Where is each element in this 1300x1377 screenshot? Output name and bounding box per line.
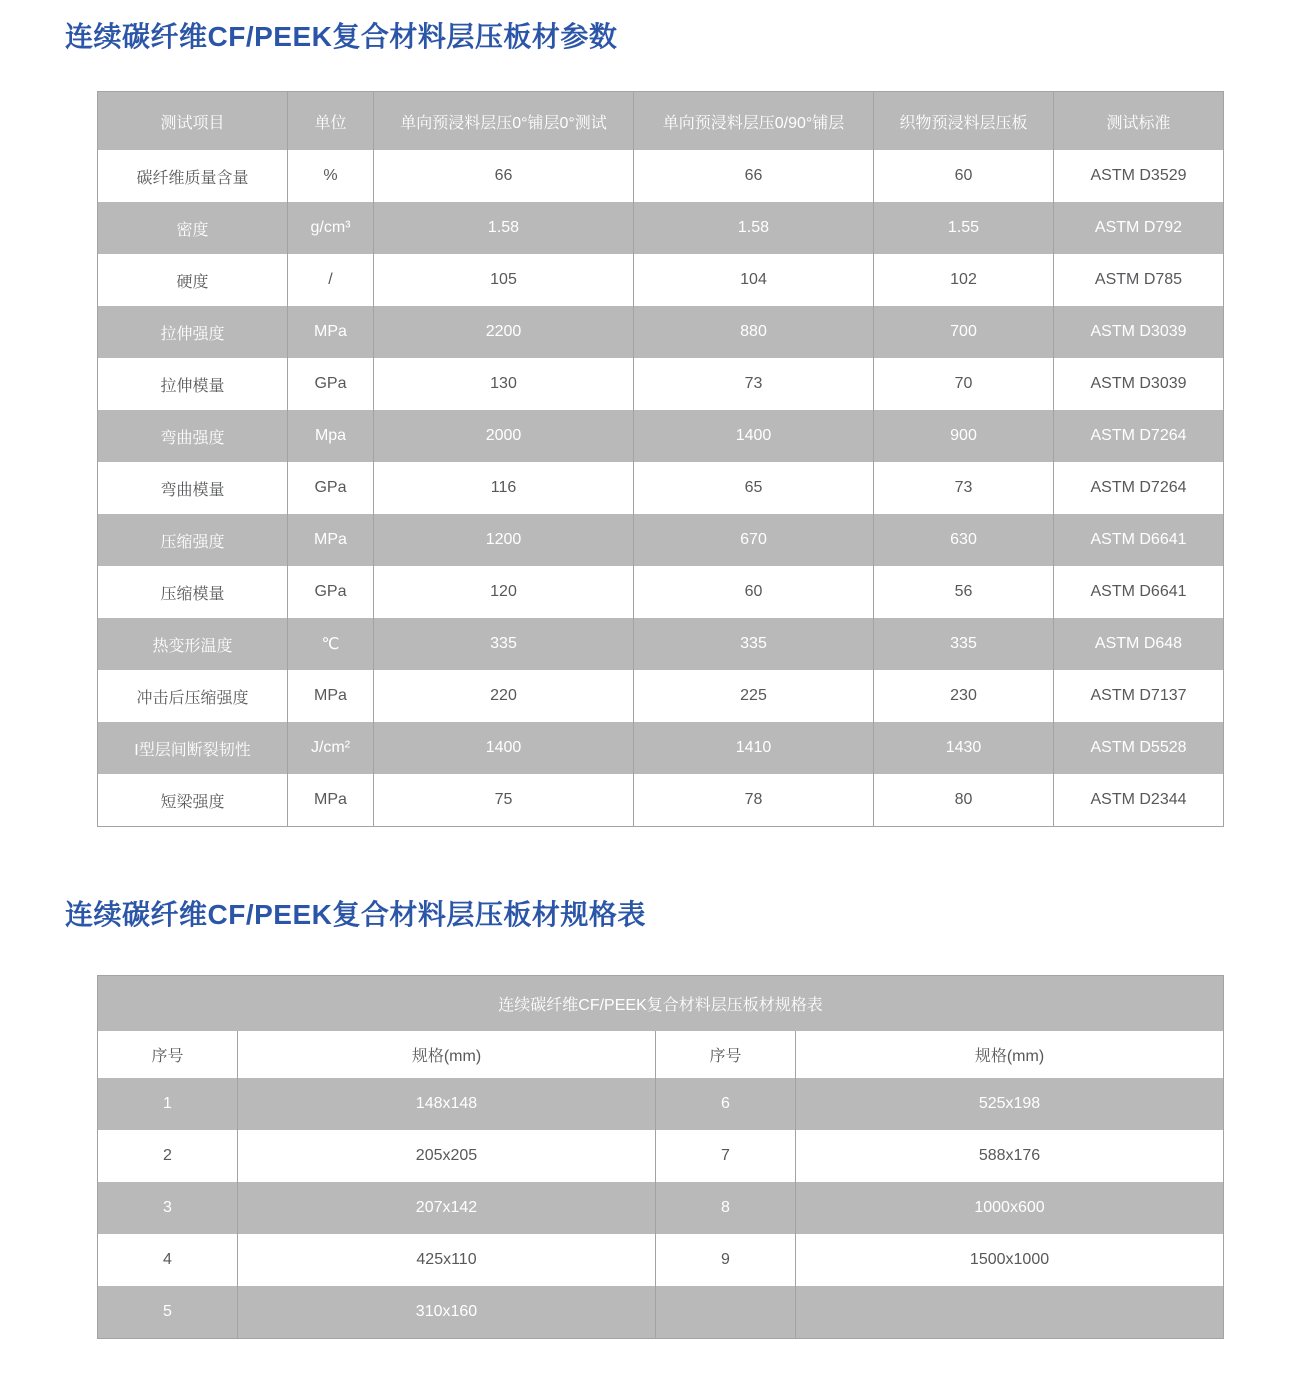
params-cell: 短梁强度 bbox=[98, 774, 288, 827]
params-cell: MPa bbox=[288, 670, 374, 722]
specs-cell: 9 bbox=[656, 1234, 796, 1286]
params-cell: ASTM D7264 bbox=[1054, 462, 1224, 514]
params-row bbox=[98, 410, 1224, 462]
specs-row bbox=[98, 1286, 1224, 1339]
params-row bbox=[98, 722, 1224, 774]
params-cell: 冲击后压缩强度 bbox=[98, 670, 288, 722]
params-cell: 335 bbox=[374, 618, 634, 670]
params-cell: 1.58 bbox=[634, 202, 874, 254]
params-cell: 1.55 bbox=[874, 202, 1054, 254]
params-cell: J/cm² bbox=[288, 722, 374, 774]
specs-header-row bbox=[98, 1031, 1224, 1078]
specs-cell: 207x142 bbox=[238, 1182, 656, 1234]
params-cell: GPa bbox=[288, 462, 374, 514]
params-cell: ASTM D7137 bbox=[1054, 670, 1224, 722]
params-cell: 56 bbox=[874, 566, 1054, 618]
params-cell: 1200 bbox=[374, 514, 634, 566]
params-cell: 670 bbox=[634, 514, 874, 566]
params-cell: 碳纤维质量含量 bbox=[98, 150, 288, 202]
params-cell: 75 bbox=[374, 774, 634, 827]
specs-caption-row bbox=[98, 976, 1224, 1032]
params-cell: ℃ bbox=[288, 618, 374, 670]
params-cell: ASTM D6641 bbox=[1054, 514, 1224, 566]
specs-row bbox=[98, 1234, 1224, 1286]
params-cell: 335 bbox=[634, 618, 874, 670]
params-cell: 230 bbox=[874, 670, 1054, 722]
specs-cell bbox=[796, 1286, 1224, 1339]
params-cell: 220 bbox=[374, 670, 634, 722]
params-cell: ASTM D6641 bbox=[1054, 566, 1224, 618]
params-row bbox=[98, 202, 1224, 254]
params-cell: % bbox=[288, 150, 374, 202]
params-cell: Mpa bbox=[288, 410, 374, 462]
params-cell: 900 bbox=[874, 410, 1054, 462]
params-cell: 密度 bbox=[98, 202, 288, 254]
specs-cell: 4 bbox=[98, 1234, 238, 1286]
specs-table bbox=[97, 975, 1224, 1339]
params-cell: 热变形温度 bbox=[98, 618, 288, 670]
specs-cell: 205x205 bbox=[238, 1130, 656, 1182]
specs-cell: 1 bbox=[98, 1078, 238, 1130]
params-cell: 130 bbox=[374, 358, 634, 410]
params-cell: 压缩模量 bbox=[98, 566, 288, 618]
params-row bbox=[98, 358, 1224, 410]
params-cell: 700 bbox=[874, 306, 1054, 358]
params-cell: ASTM D785 bbox=[1054, 254, 1224, 306]
params-cell: 335 bbox=[874, 618, 1054, 670]
specs-column-header: 序号 bbox=[98, 1031, 238, 1078]
params-table bbox=[97, 91, 1224, 827]
params-cell: 630 bbox=[874, 514, 1054, 566]
params-cell: 拉伸模量 bbox=[98, 358, 288, 410]
params-cell: 104 bbox=[634, 254, 874, 306]
params-section-title: 连续碳纤维CF/PEEK复合材料层压板材参数 bbox=[65, 21, 618, 52]
params-header-row bbox=[98, 92, 1224, 151]
specs-column-header: 规格(mm) bbox=[238, 1031, 656, 1078]
params-column-header: 测试标准 bbox=[1054, 92, 1224, 151]
specs-row bbox=[98, 1182, 1224, 1234]
params-cell: 70 bbox=[874, 358, 1054, 410]
specs-cell: 525x198 bbox=[796, 1078, 1224, 1130]
params-cell: g/cm³ bbox=[288, 202, 374, 254]
params-cell: 弯曲强度 bbox=[98, 410, 288, 462]
params-cell: 1400 bbox=[374, 722, 634, 774]
specs-cell: 148x148 bbox=[238, 1078, 656, 1130]
params-cell: 硬度 bbox=[98, 254, 288, 306]
params-cell: ASTM D2344 bbox=[1054, 774, 1224, 827]
params-row bbox=[98, 618, 1224, 670]
params-cell: 225 bbox=[634, 670, 874, 722]
params-cell: 66 bbox=[374, 150, 634, 202]
params-cell: MPa bbox=[288, 306, 374, 358]
specs-cell: 8 bbox=[656, 1182, 796, 1234]
params-cell: 116 bbox=[374, 462, 634, 514]
params-cell: 65 bbox=[634, 462, 874, 514]
params-cell: 60 bbox=[874, 150, 1054, 202]
params-cell: ASTM D3529 bbox=[1054, 150, 1224, 202]
specs-cell bbox=[656, 1286, 796, 1339]
params-cell: 66 bbox=[634, 150, 874, 202]
specs-table-body bbox=[98, 1078, 1224, 1339]
specs-cell: 1500x1000 bbox=[796, 1234, 1224, 1286]
specs-cell: 425x110 bbox=[238, 1234, 656, 1286]
params-cell: GPa bbox=[288, 566, 374, 618]
params-cell: GPa bbox=[288, 358, 374, 410]
specs-row bbox=[98, 1078, 1224, 1130]
params-cell: 120 bbox=[374, 566, 634, 618]
params-cell: MPa bbox=[288, 514, 374, 566]
params-column-header: 单向预浸料层压0/90°铺层 bbox=[634, 92, 874, 151]
params-column-header: 单位 bbox=[288, 92, 374, 151]
params-cell: 73 bbox=[634, 358, 874, 410]
params-cell: 压缩强度 bbox=[98, 514, 288, 566]
params-cell: 105 bbox=[374, 254, 634, 306]
specs-cell: 6 bbox=[656, 1078, 796, 1130]
params-cell: ASTM D648 bbox=[1054, 618, 1224, 670]
params-row bbox=[98, 462, 1224, 514]
specs-cell: 2 bbox=[98, 1130, 238, 1182]
specs-cell: 5 bbox=[98, 1286, 238, 1339]
params-row bbox=[98, 514, 1224, 566]
params-column-header: 单向预浸料层压0°铺层0°测试 bbox=[374, 92, 634, 151]
params-cell: 拉伸强度 bbox=[98, 306, 288, 358]
params-row bbox=[98, 670, 1224, 722]
specs-cell: 1000x600 bbox=[796, 1182, 1224, 1234]
params-cell: 弯曲模量 bbox=[98, 462, 288, 514]
specs-column-header: 规格(mm) bbox=[796, 1031, 1224, 1078]
params-table-body bbox=[98, 150, 1224, 827]
specs-cell: 310x160 bbox=[238, 1286, 656, 1339]
params-cell: 78 bbox=[634, 774, 874, 827]
specs-cell: 7 bbox=[656, 1130, 796, 1182]
params-cell: 880 bbox=[634, 306, 874, 358]
specs-table-caption: 连续碳纤维CF/PEEK复合材料层压板材规格表 bbox=[98, 976, 1224, 1032]
specs-section-title: 连续碳纤维CF/PEEK复合材料层压板材规格表 bbox=[65, 899, 646, 930]
params-row bbox=[98, 774, 1224, 827]
params-cell: ASTM D7264 bbox=[1054, 410, 1224, 462]
specs-cell: 588x176 bbox=[796, 1130, 1224, 1182]
params-row bbox=[98, 150, 1224, 202]
params-cell: 1430 bbox=[874, 722, 1054, 774]
params-cell: 2200 bbox=[374, 306, 634, 358]
params-cell: ASTM D3039 bbox=[1054, 306, 1224, 358]
params-column-header: 织物预浸料层压板 bbox=[874, 92, 1054, 151]
params-cell: 73 bbox=[874, 462, 1054, 514]
params-column-header: 测试项目 bbox=[98, 92, 288, 151]
params-cell: 2000 bbox=[374, 410, 634, 462]
params-cell: I型层间断裂韧性 bbox=[98, 722, 288, 774]
params-cell: 102 bbox=[874, 254, 1054, 306]
params-cell: ASTM D792 bbox=[1054, 202, 1224, 254]
params-row bbox=[98, 306, 1224, 358]
specs-row bbox=[98, 1130, 1224, 1182]
params-cell: 1.58 bbox=[374, 202, 634, 254]
params-cell: ASTM D5528 bbox=[1054, 722, 1224, 774]
params-cell: 1410 bbox=[634, 722, 874, 774]
params-cell: MPa bbox=[288, 774, 374, 827]
params-cell: 60 bbox=[634, 566, 874, 618]
specs-column-header: 序号 bbox=[656, 1031, 796, 1078]
params-cell: 1400 bbox=[634, 410, 874, 462]
specs-cell: 3 bbox=[98, 1182, 238, 1234]
params-row bbox=[98, 254, 1224, 306]
params-row bbox=[98, 566, 1224, 618]
params-cell: / bbox=[288, 254, 374, 306]
params-cell: 80 bbox=[874, 774, 1054, 827]
params-cell: ASTM D3039 bbox=[1054, 358, 1224, 410]
